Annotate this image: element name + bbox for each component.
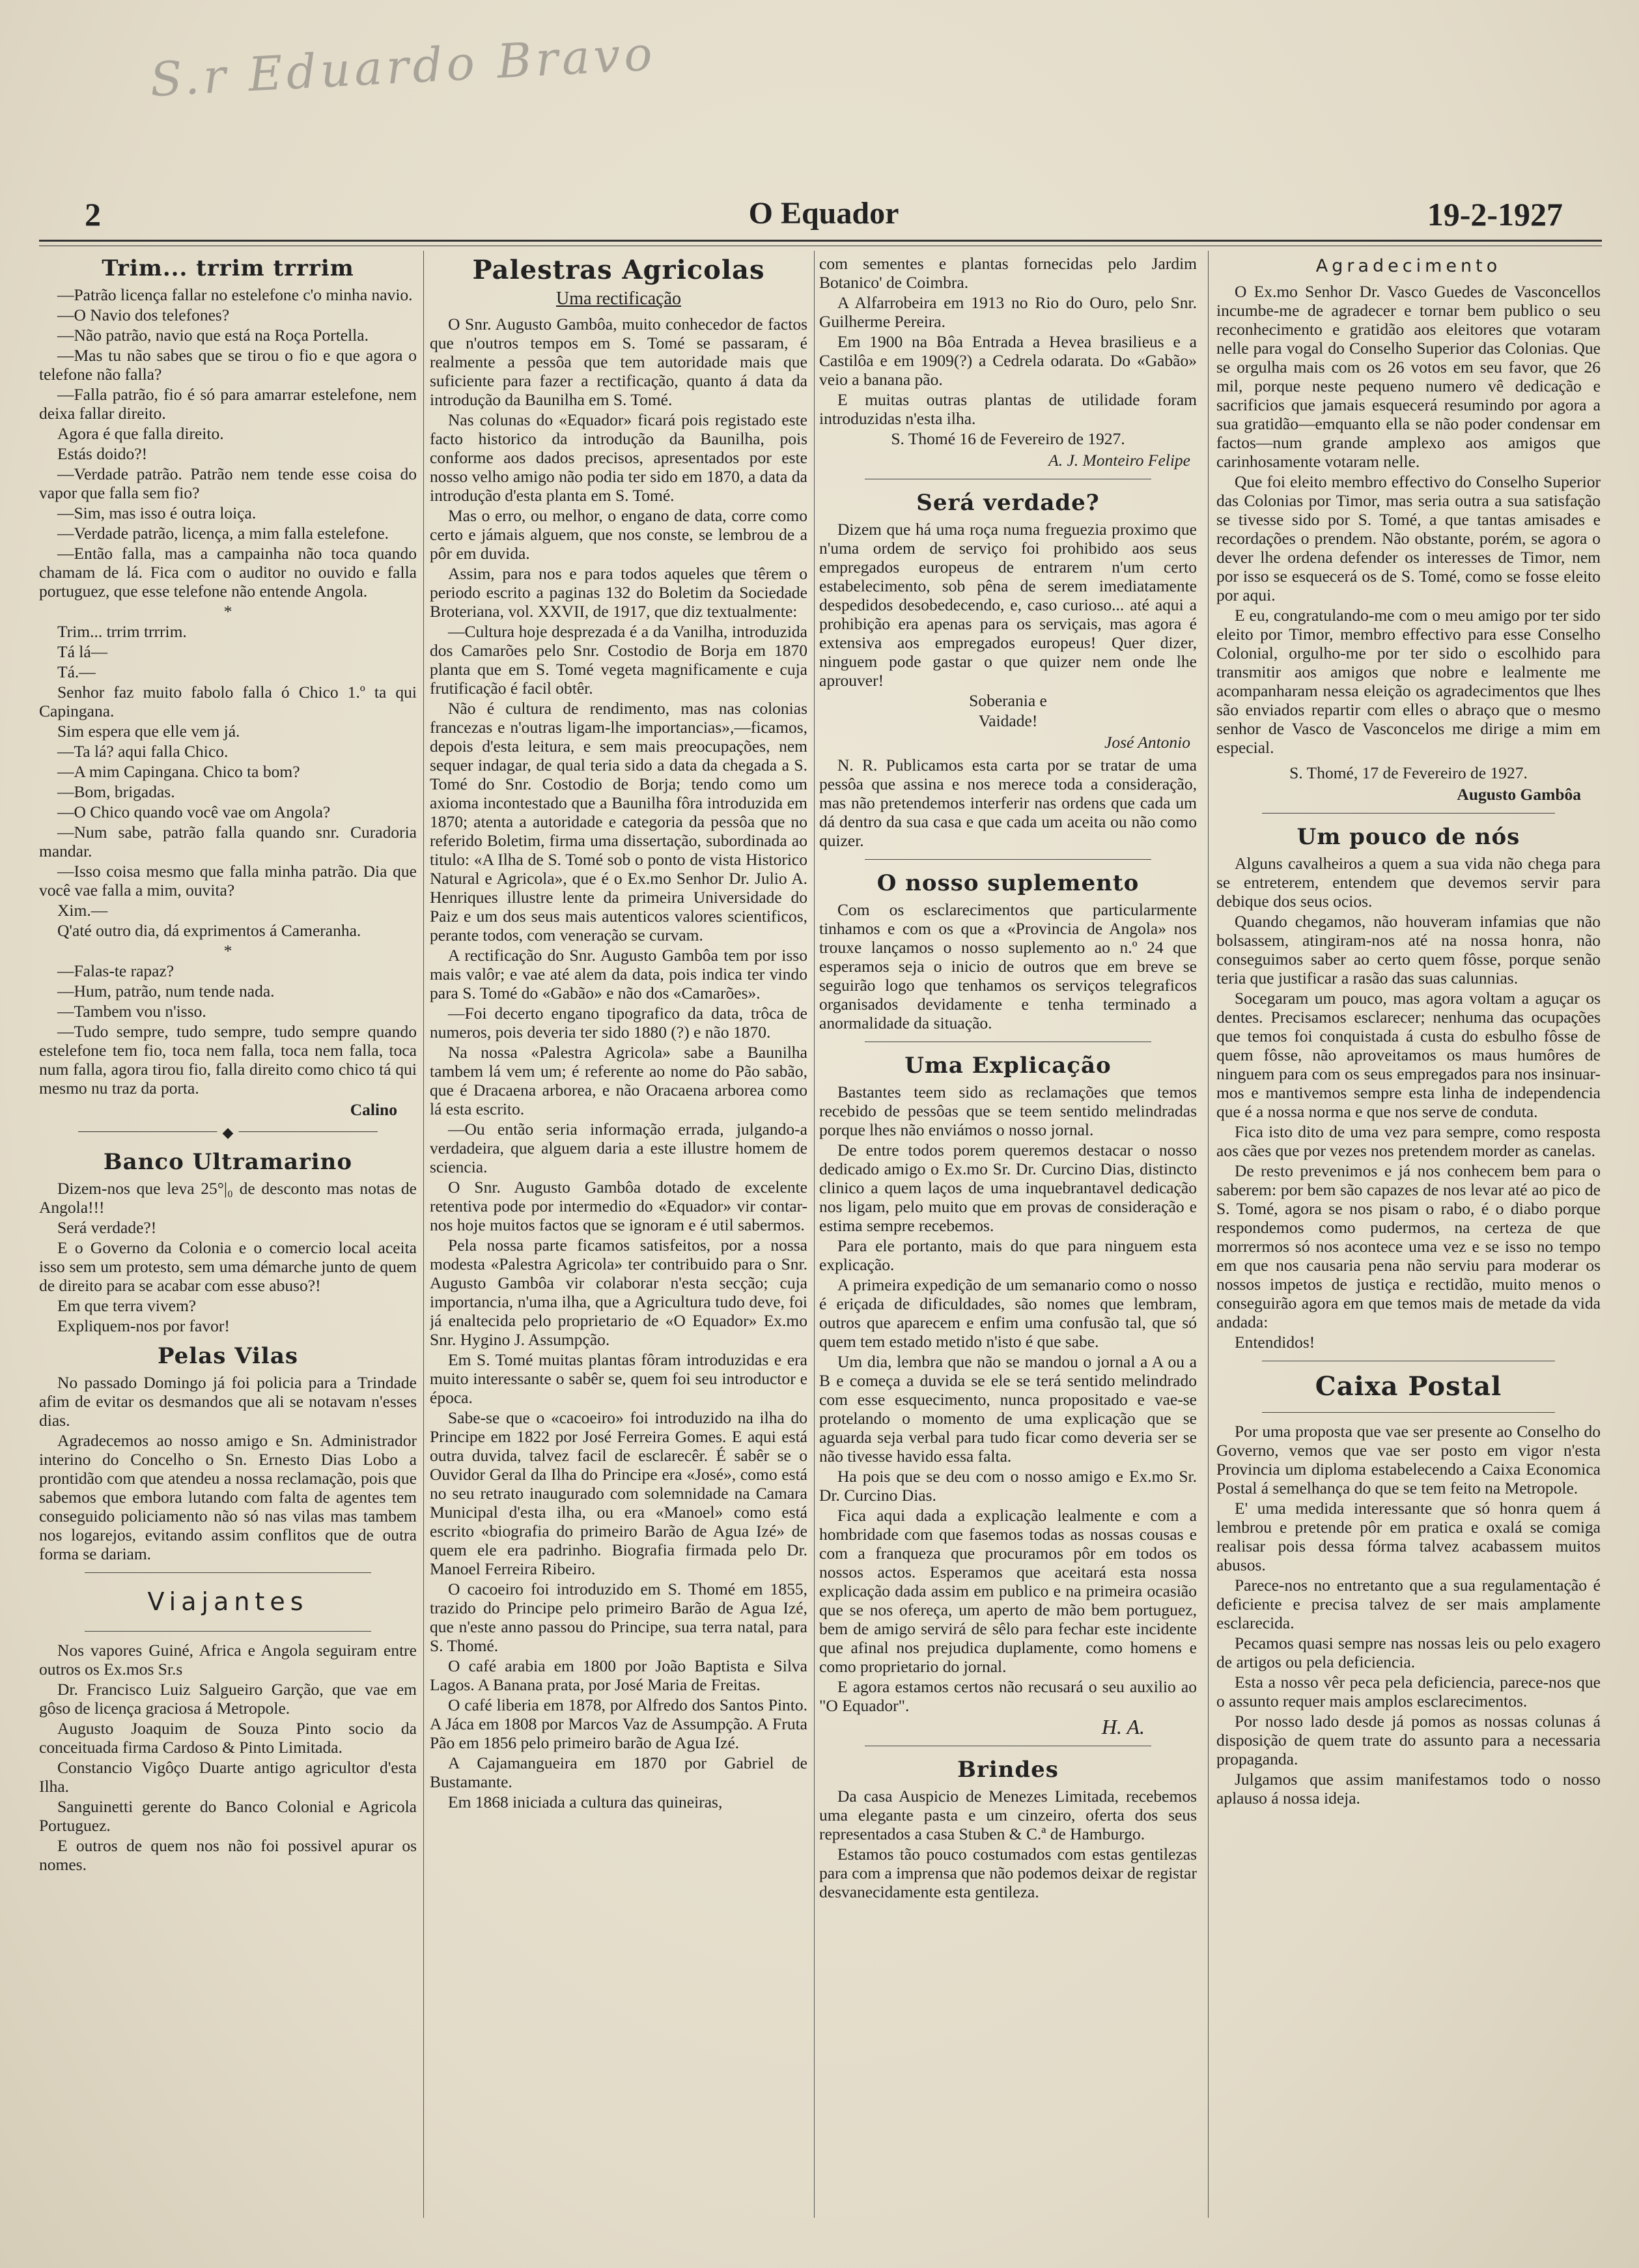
paragraph: Senhor faz muito fabolo falla ó Chico 1.º ta qui Capingana. — [39, 683, 417, 720]
article-title-agradecimento: Agradecimento — [1315, 256, 1502, 276]
paragraph: Bastantes teem sido as reclamações que temos recebido de pessôas que se teem sentido melindradas porque lhes não enviámos o nosso jornal. — [819, 1083, 1197, 1139]
paragraph: E eu, congratulando-me com o meu amigo por ter sido eleito por Timor, membro effectivo para esse Conselho Colonial, orgulho-me por ter sido o escolhido para transmitir aos amigos que nobre e lealmente me acompanharam nessa eleição os agradecimentos que lhes são enviados repartir com elles o abraço que o mesmo senhor de Vasco de Vasconcelos me dirige a mim em especial. — [1216, 606, 1601, 757]
article-title-sera: Será verdade? — [916, 490, 1100, 516]
paragraph: Esta a nosso vêr peca pela deficiencia, parece-nos que o assunto requer mais amplos esclarecimentos. — [1216, 1673, 1601, 1710]
paragraph: De resto prevenimos e já nos conhecem bem para o saberem: por bem são capazes de nos levar até ao pico de S. Tomé, agora se nos pisam o rabo, é o diabo porque respondemos como pudermos, na certeza de que morrermos só nos acontece uma vez e se isso no tempo em que nos causaria pena não serviu para moderar os nossos impetos de justiça e rectidão, muito menos o conseguirão agora em que temos mais de metade da vida andada: — [1216, 1161, 1601, 1331]
paragraph: —Foi decerto engano tipografico da data, trôca de numeros, pois deveria ter sido 1880 (?) e não 1870. — [430, 1004, 807, 1042]
section-divider — [1262, 1412, 1555, 1413]
paragraph: Agradecemos ao nosso amigo e Sn. Administrador interino do Concelho o Sn. Ernesto Dias Lobo a prontidão com que atendeu a nossa reclamação, pois que sabemos que embora lutando com falta de agentes tem conseguido policiamento não só nas vilas mas tambem nos logarejos, evitando assim conflitos que de outra forma se dariam. — [39, 1431, 417, 1563]
paragraph: E outros de quem nos não foi possivel apurar os nomes. — [39, 1836, 417, 1874]
handwritten-signature: S.r Eduardo Bravo — [148, 25, 658, 107]
article-title-viajantes: Viajantes — [147, 1587, 309, 1616]
article-title-banco: Banco Ultramarino — [103, 1149, 353, 1175]
signature: A. J. Monteiro Felipe — [1048, 451, 1190, 470]
paragraph: Da casa Auspicio de Menezes Limitada, recebemos uma elegante pasta e um cinzeiro, oferta dos seus representados a casa Stuben & C.ª de Hamburgo. — [819, 1787, 1197, 1843]
paragraph: Entendidos! — [1235, 1333, 1315, 1352]
paragraph: O café arabia em 1800 por João Baptista e Silva Lagos. A Banana prata, por José Maria de Freitas. — [430, 1656, 807, 1694]
column-divider — [423, 251, 424, 2218]
paragraph: Soberania e — [969, 691, 1047, 710]
editor-note: N. R. Publicamos esta carta por se tratar de uma pessôa que assina e nos merece toda a consideração, mas não pretendemos interferir nas ordens que cada um dá dentro da sua casa e que cada um aceita ou não como quizer. — [819, 756, 1197, 850]
paragraph: —Cultura hoje desprezada é a da Vanilha, introduzida dos Camarões pelo Snr. Costodio de Borja em 1870 planta que em S. Tomé vegeta magnificamente e cuja frutificação é facil obtêr. — [430, 622, 807, 698]
paragraph: —Sim, mas isso é outra loiça. — [57, 503, 257, 522]
paragraph: Em 1868 iniciada a cultura das quineiras, — [448, 1793, 723, 1811]
paragraph: —A mim Capingana. Chico ta bom? — [57, 762, 300, 781]
column-divider — [814, 251, 815, 2218]
paragraph: Estás doido?! — [57, 444, 148, 463]
paragraph: Quando chegamos, não houveram infamias que não bolsassem, atingiram-nos até na nossa honra, não conseguimos saber ao certo quem fôsse, porque senão teria que justificar a rasão das suas calunnias. — [1216, 912, 1601, 987]
paragraph: —Bom, brigadas. — [57, 782, 175, 801]
paragraph: E agora estamos certos não recusará o seu auxilio ao "O Equador". — [819, 1677, 1197, 1715]
section-divider: ◆ — [39, 1123, 417, 1141]
paragraph: Em que terra vivem? — [57, 1296, 197, 1315]
paragraph: Estamos tão pouco costumados com estas gentilezas para com a imprensa que não podemos deixar de registar desvanecidamente esta gentileza. — [819, 1845, 1197, 1901]
signature: H. A. — [1101, 1715, 1145, 1738]
paragraph: Pela nossa parte ficamos satisfeitos, por a nossa modesta «Palestra Agricola» ter contribuido para o Snr. Augusto Gambôa vir colaborar n'esta secção; cuja importancia, n'uma ilha, que a Agricultura tudo deve, foi já enaltecida pelo proprietario de «O Equador» Ex.mo Snr. Hygino J. Assumpção. — [430, 1236, 807, 1349]
paragraph: Ha pois que se deu com o nosso amigo e Ex.mo Sr. Dr. Curcino Dias. — [819, 1467, 1197, 1505]
paragraph: Não é cultura de rendimento, mas nas colonias francezas e n'outras ligam-lhe importancias»,—ficamos, depois d'esta leitura, e sem mais preocupações, nem sequer indagar, de qual teria sido a data da chegada a S. Tomé do Snr. Costodio de Borja; tendo como um axioma incontestado que a Baunilha fôra introduzida em 1870; atenta a autoridade e categoria da pessôa que no referido Boletim, firma uma dissertação, subordinada ao titulo: «A Ilha de S. Tomé sob o ponto de vista Historico Natural e Agricola», que é o Ex.mo Senhor Dr. Julio A. Henriques illustre lente da primeira Universidade do Paiz e um dos seus mais autenticos valores scientificos, perante todos, com veneração se curvam. — [430, 699, 807, 944]
paragraph: E' uma medida interessante que só honra quem á lembrou e pretende pôr em pratica e oxalá se comiga realisar pois dessa fórma talvez acabassem muitos abusos. — [1216, 1499, 1601, 1574]
paragraph: Q'até outro dia, dá exprimentos á Cameranha. — [57, 921, 361, 940]
paragraph: —Tambem vou n'isso. — [57, 1002, 206, 1021]
paragraph: Pecamos quasi sempre nas nossas leis ou pelo exagero de artigos ou pela deficiencia. — [1216, 1634, 1601, 1671]
paragraph: Em S. Tomé muitas plantas fôram introduzidas e era muito interessante o sabêr se, quem foi seu introductor e época. — [430, 1350, 807, 1407]
paragraph: Sim espera que elle vem já. — [57, 722, 240, 741]
column-2 — [430, 254, 807, 2215]
paragraph: Constancio Vigôço Duarte antigo agricultor d'esta Ilha. — [39, 1758, 417, 1796]
newspaper-title: O Equador — [748, 196, 899, 231]
section-divider — [865, 859, 1151, 860]
paragraph: Expliquem-nos por favor! — [57, 1316, 230, 1335]
paragraph: Em 1900 na Bôa Entrada a Hevea brasilieus e a Castilôa e em 1909(?) a Cedrela odarata. Do «Gabão» veio a banana pão. — [819, 332, 1197, 389]
paragraph: Por uma proposta que vae ser presente ao Conselho do Governo, vemos que vae ser posto em vigor n'esta Provincia um diploma estabelecendo a Caixa Economica Postal á semelhança do que se tem feito na Metropole. — [1216, 1422, 1601, 1497]
paragraph: —Falas-te rapaz? — [57, 961, 175, 980]
paragraph: Augusto Joaquim de Souza Pinto socio da conceituada firma Cardoso & Pinto Limitada. — [39, 1719, 417, 1757]
paragraph: Por nosso lado desde já pomos as nossas colunas á disposição de quem trate do assunto para a necessaria propaganda. — [1216, 1712, 1601, 1768]
paragraph: O Snr. Augusto Gambôa dotado de excelente retentiva pode por intermedio do «Equador» vir contar-nos hoje muitos factos que se ignoram e é util sabermos. — [430, 1178, 807, 1234]
ornament: * — [223, 602, 232, 621]
paragraph: Assim, para nos e para todos aqueles que têrem o periodo escrito a paginas 132 do Boletim da Sociedade Broteriana, vol. XXVII, de 1917, que diz textualmente: — [430, 564, 807, 621]
paragraph: Sabe-se que o «cacoeiro» foi introduzido na ilha do Principe em 1822 por José Ferreira Gomes. E aqui está outra duvida, talvez facil de esclarecêr. É sabêr se o Ouvidor Geral da Ilha do Principe era «José», como está no seu retrato inaugurado com solemnidade na Camara Municipal d'esta ilha, ou era «Manoel» como está escrito «biografia do primeiro Barão de Agua Izé» de quem ele era padrinho. Biografia firmada pelo Dr. Manoel Ferreira Ribeiro. — [430, 1408, 807, 1578]
column-3 — [819, 254, 1197, 2215]
paragraph: Alguns cavalheiros a quem a sua vida não chega para se entreterem, entendem que devemos servir para debique dos seus ocios. — [1216, 854, 1601, 911]
article-title-pouco: Um pouco de nós — [1296, 824, 1520, 850]
paragraph: Sanguinetti gerente do Banco Colonial e Agricola Portuguez. — [39, 1797, 417, 1835]
paragraph: Fica aqui dada a explicação lealmente e com a hombridade com que fasemos todas as nossas cousas e com a franqueza que procuramos pôr em todos os nossos actos. Esperamos que aceitará esta nossa explicação dada assim em publico e na primeira ocasião que se nos ofereça, um aperto de mão bem portuguez, bem de amigo servirá de sêlo para fechar este incidente que afinal nos prejudica duplamente, como homens e como proprietario do jornal. — [819, 1506, 1197, 1676]
paragraph: Dizem-nos que leva 25°|₀ de desconto mas notas de Angola!!! — [39, 1179, 417, 1217]
paragraph: —Mas tu não sabes que se tirou o fio e que agora o telefone não falla? — [39, 346, 417, 384]
paragraph: com sementes e plantas fornecidas pelo Jardim Botanico' de Coimbra. — [819, 254, 1197, 292]
article-title-caixa: Caixa Postal — [1315, 1371, 1502, 1402]
paragraph: Com os esclarecimentos que particularmente tinhamos e com os que a «Provincia de Angola» nos trouxe lançamos o nosso suplemento ao n.º 24 que esperamos seja o inicio de outros que em breve se seguirão logo que tenhamos os serviços telegraficos organisados devidamente e tenha terminado a anormalidade da situação. — [819, 900, 1197, 1032]
article-title-brindes: Brindes — [957, 1757, 1059, 1783]
paragraph: A primeira expedição de um semanario como o nosso é eriçada de dificuldades, são nomes que lembram, outros que aparecem e enfim uma confusão tal, que só quem tem estado metido n'isto é que sabe. — [819, 1275, 1197, 1351]
paragraph: Dr. Francisco Luiz Salgueiro Garção, que vae em gôso de licença graciosa á Metropole. — [39, 1680, 417, 1718]
article-subtitle: Uma rectificação — [556, 289, 681, 309]
paragraph: O Snr. Augusto Gambôa, muito conhecedor de factos que n'outros tempos em S. Tomé se passaram, é realmente a pessôa que tem autoridade mais que suficiente para fazer a rectificação, quanto á data da introdução da Baunilha em S. Tomé. — [430, 315, 807, 409]
paragraph: Nos vapores Guiné, Africa e Angola seguiram entre outros os Ex.mos Sr.s — [39, 1641, 417, 1679]
article-title-vilas: Pelas Vilas — [158, 1343, 298, 1369]
article-title-explicacao: Uma Explicação — [904, 1053, 1112, 1079]
section-divider — [85, 1631, 371, 1632]
paragraph: —Então falla, mas a campainha não toca quando chamam de lá. Fica com o auditor no ouvido e falla portuguez, que esse telefone não entende Angola. — [39, 544, 417, 601]
paragraph: Tá.— — [57, 662, 96, 681]
paragraph: A rectificação do Snr. Augusto Gambôa tem por isso mais valôr; e vae até alem da data, pois indica ter vindo para S. Tomé do «Gabão» e não dos «Camarões». — [430, 946, 807, 1002]
paragraph: —Tudo sempre, tudo sempre, tudo sempre quando estelefone tem fio, toca nem falla, toca nem falla, toca num falla, agora tirou fio, falla direito como chico tá qui mesmo nu traz da porta. — [39, 1022, 417, 1098]
section-divider — [85, 1572, 371, 1573]
paragraph: —Ta lá? aqui falla Chico. — [57, 742, 229, 761]
signature: Augusto Gambôa — [1457, 785, 1581, 804]
masthead — [78, 195, 1569, 234]
column-divider — [1208, 251, 1209, 2218]
paragraph: Trim... trrim trrrim. — [57, 622, 187, 641]
paragraph: Tá lá— — [57, 642, 108, 661]
paragraph: Agora é que falla direito. — [57, 424, 224, 443]
paragraph: A Alfarrobeira em 1913 no Rio do Ouro, pelo Snr. Guilherme Pereira. — [819, 293, 1197, 331]
paragraph: Um dia, lembra que não se mandou o jornal a A ou a B e começa a duvida se ele se terá sentido melindrado com esse esquecimento, nunca propositado e vae-se protelando o momento de uma explicação que se aguarda seja verbal para tudo ficar como deveria ser se não tivesse havido essa falta. — [819, 1352, 1197, 1466]
signature: José Antonio — [1104, 733, 1190, 752]
paragraph: —Verdade patrão. Patrão nem tende esse coisa do vapor que falla sem fio? — [39, 464, 417, 502]
paragraph: —Não patrão, navio que está na Roça Portella. — [57, 326, 369, 345]
issue-date: 19-2-1927 — [1427, 196, 1563, 233]
paragraph: O cacoeiro foi introduzido em S. Thomé em 1855, trazido do Principe pelo primeiro Barão de Agua Izé, que n'este anno passou do Principe, sua terra natal, para S. Thomé. — [430, 1580, 807, 1655]
paragraph: E o Governo da Colonia e o comercio local aceita isso sem um protesto, sem uma démarche junto de quem de direito para se acabar com esse abuso?! — [39, 1238, 417, 1295]
paragraph: E muitas outras plantas de utilidade foram introduzidas n'esta ilha. — [819, 390, 1197, 428]
paragraph: O Ex.mo Senhor Dr. Vasco Guedes de Vasconcellos incumbe-me de agradecer e tornar bem publico o seu reconhecimento e gratidão aos eleitores que votaram nelle para vogal do Conselho Superior das Colonias. Que se orgulha mais com os 26 votos em seu favor, que 26 mil, porque neste pequeno numero vê dedicação e sacrificios que jamais esquecerá resumindo por agora a sua gratidão—emquanto ella se não poder condensar em factos—num grande amplexo aos amigos que carinhosamente votaram nelle. — [1216, 282, 1601, 471]
dateline: S. Thomé 16 de Fevereiro de 1927. — [891, 429, 1125, 448]
paragraph: —Hum, patrão, num tende nada. — [57, 982, 275, 1000]
paragraph: Para ele portanto, mais do que para ninguem esta explicação. — [819, 1236, 1197, 1274]
paragraph: Será verdade?! — [57, 1218, 157, 1237]
paragraph: No passado Domingo já foi policia para a Trindade afim de evitar os desmandos que ali se notavam n'esses dias. — [39, 1373, 417, 1430]
page-number: 2 — [85, 196, 101, 233]
paragraph: —O Navio dos telefones? — [57, 305, 230, 324]
paragraph: —Isso coisa mesmo que falla minha patrão. Dia que você vae falla a mim, ouvita? — [39, 862, 417, 900]
article-title-trim: Trim... trrim trrrim — [102, 255, 354, 281]
masthead-rule — [39, 240, 1602, 246]
paragraph: Dizem que há uma roça numa freguezia proximo que n'uma ordem de serviço foi prohibido aos seus empregados europeus de entrarem n'um certo estabelecimento, sob pêna de serem imediatamente despedidos desobedecendo, e, caso curioso... até aqui a prohibição era apenas para os serviçais, mas agora é extensiva aos empregados europeus! Quer dizer, ninguem pode gastar o que quizer nem onde lhe aprouver! — [819, 520, 1197, 690]
signature: Calino — [350, 1100, 397, 1119]
paragraph: A Cajamangueira em 1870 por Gabriel de Bustamante. — [430, 1753, 807, 1791]
paragraph: Xim.— — [57, 901, 108, 920]
paragraph: Vaidade! — [978, 711, 1038, 730]
paragraph: —Num sabe, patrão falla quando snr. Curadoria mandar. — [39, 823, 417, 860]
paragraph: Na nossa «Palestra Agricola» sabe a Baunilha tambem lá vem um; é referente ao nome do Pão sabão, que é Dracaena arborea, e não Oracaena arborea como lá esta escrito. — [430, 1043, 807, 1118]
paragraph: O café liberia em 1878, por Alfredo dos Santos Pinto. A Jáca em 1808 por Marcos Vaz de Assumpção. A Fruta Pão em 1856 pelo primeiro barão de Agua Izé. — [430, 1695, 807, 1752]
section-divider — [1262, 813, 1555, 814]
paragraph: Parece-nos no entretanto que a sua regulamentação é deficiente e precisa talvez de ser mais amplamente esclarecida. — [1216, 1576, 1601, 1632]
paragraph: Nas colunas do «Equador» ficará pois registado este facto historico da introdução da Baunilha, pois conforme aos dados precisos, apresentados por este nosso velho amigo não podia ter sido em 1870, a data da introdução d'esta planta em S. Tomé. — [430, 410, 807, 505]
paragraph: Que foi eleito membro effectivo do Conselho Superior das Colonias por Timor, mas seria outra a sua satisfação se tivesse sido por S. Tomé, a que tantas amisades e recordações o prendem. Não obstante, porém, se agora o dever lhe ordena defender os interesses de Timor, nem por isso se esquecerá os de S. Tomé, como se fosse eleito por aqui. — [1216, 472, 1601, 604]
dateline: S. Thomé, 17 de Fevereiro de 1927. — [1289, 763, 1528, 782]
paragraph: —Falla patrão, fio é só para amarrar estelefone, nem deixa fallar direito. — [39, 385, 417, 423]
paragraph: —O Chico quando você vae om Angola? — [57, 802, 331, 821]
paragraph: —Patrão licença fallar no estelefone c'o minha navio. — [57, 285, 413, 304]
article-title-suplemento: O nosso suplemento — [876, 870, 1140, 896]
paragraph: —Verdade patrão, licença, a mim falla estelefone. — [57, 524, 389, 543]
paragraph: De entre todos porem queremos destacar o nosso dedicado amigo o Ex.mo Sr. Dr. Curcino Dias, distincto clinico a quem laços de uma inquebrantavel dedicação nos ligam, pelo muito que em provas de consideração e estima sempre recebemos. — [819, 1141, 1197, 1235]
paragraph: Socegaram um pouco, mas agora voltam a aguçar os dentes. Precisamos esclarecer; nenhuma das ocupações que temos foi conquistada á custa do esbulho fôsse de quem fôsse, não aproveitamos os maus humôres de ninguem para com os seus empregados para nos insinuar-mos e mantivemos sempre esta linha de independencia que é a nossa norma e que nos serve de conduta. — [1216, 989, 1601, 1121]
column-4 — [1216, 254, 1601, 2215]
ornament: * — [223, 941, 232, 960]
paragraph: Julgamos que assim manifestamos todo o nosso aplauso á nossa ideja. — [1216, 1770, 1601, 1807]
paragraph: Mas o erro, ou melhor, o engano de data, corre como certo e jámais alguem, que nos conste, se lembrou de a pôr em duvida. — [430, 506, 807, 563]
column-1 — [39, 254, 417, 2215]
article-title-palestras: Palestras Agricolas — [472, 255, 765, 285]
paragraph: —Ou então seria informação errada, julgando-a verdadeira, que alguem daria a este illustre homem de sciencia. — [430, 1120, 807, 1176]
paragraph: Fica isto dito de uma vez para sempre, como resposta aos cães que por vezes nos pretendem morder as canelas. — [1216, 1122, 1601, 1160]
